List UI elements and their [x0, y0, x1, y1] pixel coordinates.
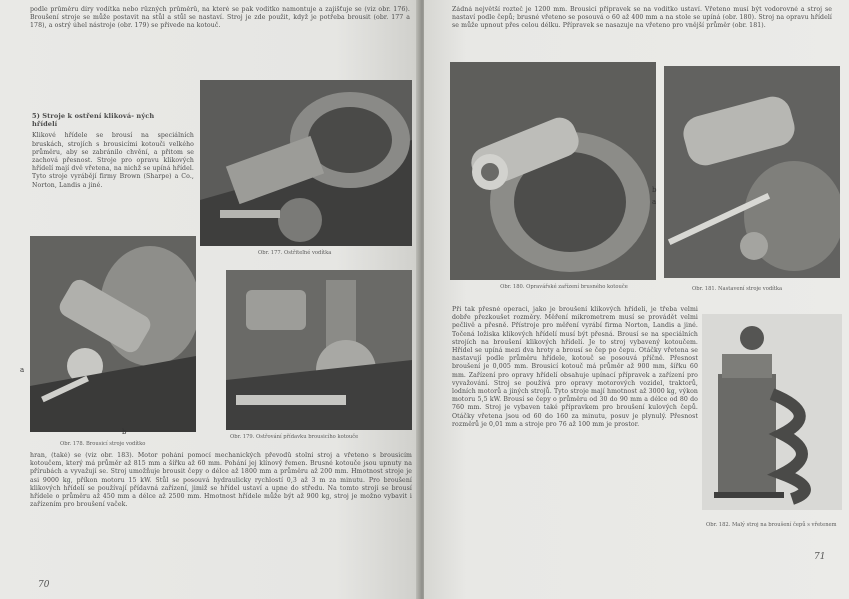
fig-181-image: [664, 66, 840, 278]
fig-182-image: [702, 314, 842, 510]
right-top-paragraph: Žádná největší rozteč je 1200 mm. Brousicí přípravek se na vodítko ustaví. Vřeteno musí být vodorovné a stroj se nastaví podle čepů; brusné vřeteno se posouvá o 60 až 400 mm a na stole se upíná (obr. 180). Stroj na opravu hřídelí se může upnout přes celou délku. Přípravek se nasazuje na vřeteno pro vnější průměr (obr. 181).: [452, 6, 832, 30]
left-side-column: [32, 112, 194, 230]
section-heading: 5) Stroje k ostření kliková- ných: [32, 112, 155, 120]
fig-178-caption: Obr. 178. Brousicí stroje vodítko: [60, 441, 146, 447]
left-page: [0, 0, 420, 599]
fig-180-image: [450, 62, 656, 280]
left-bottom-paragraph: hran, (také) se (viz obr. 183). Motor pohání pomocí mechanických převodů stolní stroj a vřeteno s brousicím kotoučem, který má průměr až 815 mm a šířku až 60 mm. Pohání jej klínový řemen. Brusné kotouče jsou upnuty na přírubách a vyvažují se. Stroj umožňuje brousit čepy o délce až 1800 mm a průměru až 200 mm. Hmotnost stroje je asi 9000 kg, příkon motoru 15 kW. Stůl se posouvá hydraulicky rychlostí 0,3 až 3 m za minutu. Pro broušení klikových hřídelí se používají přídavná zařízení, jimiž se hřídel ustaví a upne do středu. Na tomto stroji se brousí hřídele o průměru až 450 mm a délce až 2500 mm. Hmotnost hřídele může být až 900 kg, stroj je možno vybavit i zařízením pro broušení vaček.: [30, 452, 412, 509]
section-heading-2: hřídelí: [32, 120, 58, 129]
fig-182-caption: Obr. 182. Malý stroj na broušení čepů s vřetenem: [706, 522, 837, 528]
fig-181-label-a: a: [652, 198, 657, 206]
right-page-number: 71: [814, 552, 826, 562]
right-middle-paragraph: Při tak přesné operaci, jako je broušení klikových hřídelí, je třeba velmi dobře přezkoušet rozměry. Měření mikrometrem musí se provádět velmi pečlivě a přesně. Přístroje pro měření vyrábí firma Norton, Landis a jiné. Točená ložiska klikových hřídelí musí být přesná. Brousí se na speciálních strojích na broušení klikových hřídelí. Je to stroj vybavený kotoučem. Hřídel se upíná mezi dva hroty a brousí se čep po čepu. Otáčky vřetena se nastavují podle průměru hřídele, kotouč se posouvá příčně. Přesnost broušení je 0,005 mm. Brousicí kotouč má průměr až 900 mm, šířku 60 mm. Zařízení pro opravy hřídelí obsahuje upínací přípravek a zařízení pro vyvažování. Stroj se používá pro opravy motorových vozidel, traktorů, lodních motorů a jiných strojů. Tyto stroje mají hmotnost až 3000 kg, výkon motoru 5,5 kW. Brousí se čepy o průměru od 30 do 90 mm a délce od 80 do 760 mm. Stroj je vybaven také přípravkem pro broušení kulových čepů. Otáčky vřetena jsou od 60 do 160 za minutu, posuv je plynulý. Přesnost rozměrů je 0,01 mm a stroje pro 76 až 100 mm je prostor.: [452, 306, 698, 428]
fig-178-label-b: b: [122, 428, 127, 436]
fig-179-caption: Obr. 179. Ostřování přídavku brousicího kotouče: [230, 434, 359, 440]
fig-178-image: [30, 236, 196, 432]
left-page-number: 70: [38, 580, 50, 590]
fig-179-image: [226, 270, 412, 430]
left-top-paragraph: podle průměru díry vodítka nebo různých průměrů, na které se pak vodítko namontuje a zajišťuje se (viz obr. 176). Broušení stroje se může postavit na stůl a stůl se nastaví. Stroj je zde použit, když je potřeba brousit (obr. 177 a 178), a ostrý úhel nástroje (obr. 179) se přivede na kotouč.: [30, 6, 410, 30]
fig-181-caption: Obr. 181. Nastavení stroje vodítka: [692, 286, 783, 292]
fig-177-image: [200, 80, 412, 246]
fig-177-caption: Obr. 177. Ostřiteľné vodítka: [258, 250, 332, 256]
right-page: [424, 0, 849, 599]
fig-181-label-b: b: [652, 186, 657, 194]
fig-178-label-a: a: [20, 366, 25, 374]
side-paragraph: Klikové hřídele se brousí na speciálních bruskách, strojích s brousicími kotouči velkého průměru, aby se zabránilo chvění, a přitom se zachová přesnost. Stroje pro opravu klikových hřídelí mají dvě vřetena, na nichž se upíná hřídel. Tyto stroje vyrábějí firmy Brown (Sharpe) a Co., Norton, Landis a jiné.: [32, 132, 194, 189]
fig-180-caption: Obr. 180. Opravářské zařízení brusného kotouče: [500, 284, 628, 290]
